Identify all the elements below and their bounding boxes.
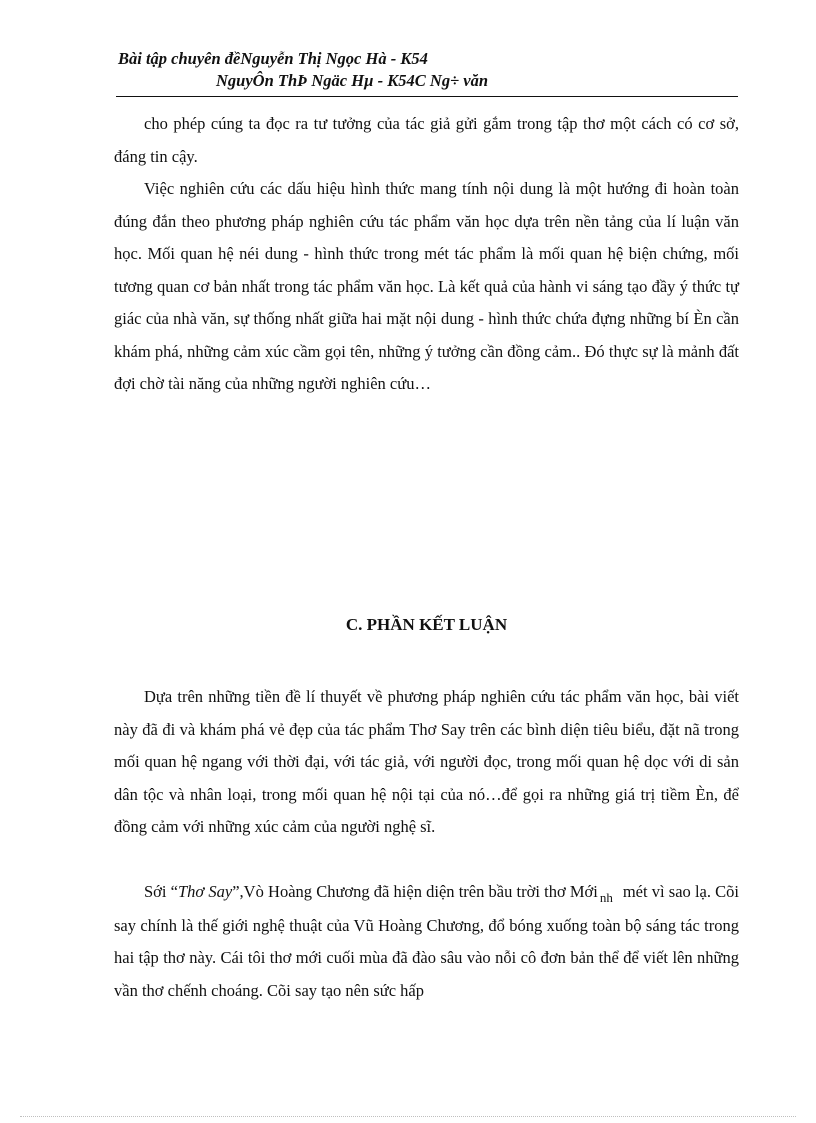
- paragraph-4-text-c: mét vì sao lạ. Cõi say chính là thế giới nghệ thuật của Vũ Hoàng Chương, đổ bóng xuống toàn bộ sáng tác trong hai tập thơ này. Cái tôi thơ mới cuối mùa đã đào sâu vào nỗi cô đơn bản thể để viết lên những vần thơ chếnh choáng. Cõi say tạo nên sức hấp: [114, 882, 739, 1000]
- footer-dotted-line: [20, 1116, 796, 1117]
- book-title: Thơ Say: [178, 882, 233, 901]
- paragraph-3-text: Dựa trên những tiền đề lí thuyết về phương pháp nghiên cứu tác phẩm văn học, bài viết này đã đi và khám phá vẻ đẹp của tác phẩm Thơ Say trên các bình diện tiêu biểu, đặt nã trong mối quan hệ ngang với thời đại, với tác giả, với người đọc, trong mối quan hệ dọc với di sản dân tộc và nhân loại, trong mối quan hệ nội tại của nó…để gọi ra những giá trị tiềm Èn, để đồng cảm với những xúc cảm của người nghệ sĩ.: [114, 687, 739, 836]
- paragraph-1-text: cho phép cúng ta đọc ra tư tưởng của tác giả gửi gắm trong tập thơ một cách có cơ sở, đáng tin cậy.: [114, 114, 739, 166]
- header-rule: [116, 96, 738, 97]
- subscript-fragment: nh: [599, 890, 613, 905]
- paragraph-4-text-b: ”,Vò Hoàng Chương đã hiện diện trên bầu trời thơ Mới: [232, 882, 598, 901]
- paragraph-1: [114, 108, 739, 173]
- page-header: [118, 48, 738, 92]
- header-line-2: NguyÔn ThÞ Ngäc Hµ - K54C Ng÷ văn: [216, 71, 489, 90]
- paragraph-4-text-a: Sới “: [144, 882, 178, 901]
- paragraph-2: [114, 173, 739, 401]
- header-line-1: Bài tập chuyên đềNguyễn Thị Ngọc Hà - K54: [118, 49, 428, 68]
- paragraph-4: [114, 876, 739, 1007]
- paragraph-3: [114, 681, 739, 844]
- section-heading: C. PHẦN KẾT LUẬN: [345, 615, 508, 634]
- paragraph-2-text: Việc nghiên cứu các dấu hiệu hình thức mang tính nội dung là một hướng đi hoàn toàn đúng đắn theo phương pháp nghiên cứu tác phẩm văn học dựa trên nền tảng của lí luận văn học. Mối quan hệ néi dung - hình thức trong mét tác phẩm là mối quan hệ biện chứng, mối tương quan cơ bản nhất trong tác phẩm văn học. Là kết quả của hành vi sáng tạo đầy ý thức tự giác của nhà văn, sự thống nhất giữa hai mặt nội dung - hình thức chứa đựng những bí Èn cần khám phá, những cảm xúc cầm gọi tên, những ý tưởng cần đồng cảm.. Đó thực sự là mảnh đất đợi chờ tài năng của những người nghiên cứu…: [114, 179, 739, 393]
